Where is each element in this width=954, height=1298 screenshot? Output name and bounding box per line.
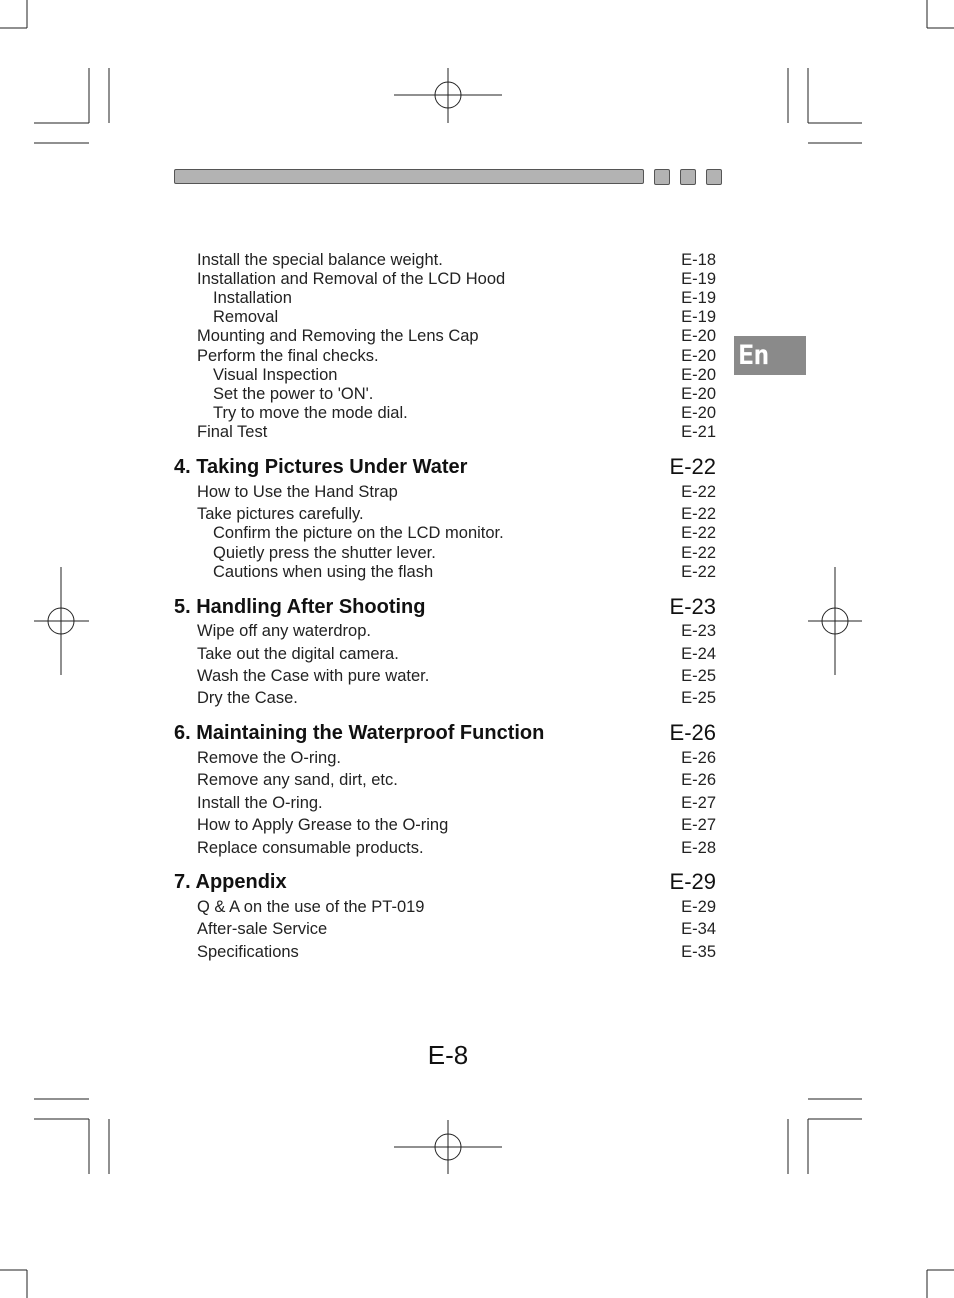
toc-entry [0,307,954,327]
toc-entry [0,326,954,346]
toc-entry-page: E-21 [681,423,716,441]
toc-entry [0,815,954,835]
toc-entry-title: Remove the O-ring. [197,749,341,767]
toc-entry-page: E-23 [681,622,716,640]
toc-entry-title: Perform the final checks. [197,347,379,365]
toc-section-heading [0,720,954,746]
toc-entry-title: Replace consumable products. [197,839,424,857]
toc-entry [0,748,954,768]
page-number: E-8 [427,1040,469,1070]
toc-entry-page: E-20 [681,327,716,345]
toc-entry-page: E-27 [681,794,716,812]
toc-entry-title: 6. Maintaining the Waterproof Function [174,722,545,744]
toc-entry [0,644,954,664]
toc-entry-title: Take pictures carefully. [197,505,364,523]
toc-entry [0,919,954,939]
toc-entry-title: 7. Appendix [174,871,287,893]
toc-entry [0,269,954,289]
toc-entry-page: E-22 [669,454,716,479]
toc-entry-title: Visual Inspection [213,366,338,384]
toc-entry-page: E-22 [681,483,716,501]
toc-entry [0,403,954,423]
header-square [680,169,696,185]
header-bar [174,169,644,184]
toc-section-heading [0,594,954,620]
toc-entry [0,666,954,686]
toc-entry-page: E-24 [681,645,716,663]
toc-entry [0,384,954,404]
toc-entry [0,897,954,917]
toc-entry-title: Wash the Case with pure water. [197,667,430,685]
toc-entry-title: Removal [213,308,279,326]
toc-entry-title: How to Use the Hand Strap [197,483,398,501]
toc-entry-title: After-sale Service [197,920,328,938]
toc-entry-title: Wipe off any waterdrop. [197,622,371,640]
toc-entry-title: Set the power to 'ON'. [213,385,374,403]
toc-entry-title: Take out the digital camera. [197,645,399,663]
toc-entry-title: 4. Taking Pictures Under Water [174,456,468,478]
toc-entry-title: Install the O-ring. [197,794,323,812]
toc-entry-page: E-22 [681,505,716,523]
toc-entry-page: E-22 [681,544,716,562]
toc-entry-title: Specifications [197,943,299,961]
toc-entry [0,365,954,385]
header-square [654,169,670,185]
toc-section-heading [0,454,954,480]
toc-entry [0,346,954,366]
toc-entry [0,793,954,813]
toc-entry [0,688,954,708]
toc-entry-title: Cautions when using the flash [213,563,434,581]
toc-entry-title: Remove any sand, dirt, etc. [197,771,398,789]
toc-entry-page: E-25 [681,689,716,707]
toc-entry-title: Install the special balance weight. [197,251,443,269]
toc-entry-title: Quietly press the shutter lever. [213,544,436,562]
toc-entry [0,770,954,790]
toc-entry-page: E-29 [681,898,716,916]
toc-entry-page: E-19 [681,270,716,288]
toc-section-heading [0,869,954,895]
toc-entry-page: E-22 [681,563,716,581]
toc-entry [0,504,954,524]
toc-entry [0,942,954,962]
toc-entry [0,422,954,442]
toc-entry-page: E-35 [681,943,716,961]
toc-entry [0,543,954,563]
toc-entry-page: E-20 [681,404,716,422]
toc-entry [0,482,954,502]
toc-entry-page: E-34 [681,920,716,938]
toc-entry-title: Dry the Case. [197,689,298,707]
toc-entry-page: E-26 [681,771,716,789]
toc-entry-title: Q & A on the use of the PT-019 [197,898,425,916]
toc-entry [0,621,954,641]
header-square [706,169,722,185]
toc-entry-title: 5. Handling After Shooting [174,596,426,618]
toc-entry-page: E-19 [681,289,716,307]
toc-entry-page: E-26 [681,749,716,767]
toc-entry-page: E-23 [669,594,716,619]
toc-entry-title: Final Test [197,423,268,441]
toc-entry-title: Try to move the mode dial. [213,404,408,422]
language-tab: En [734,336,806,375]
toc-entry-title: Installation and Removal of the LCD Hood [197,270,506,288]
toc-entry-page: E-26 [669,720,716,745]
toc-entry-page: E-29 [669,869,716,894]
toc-entry-title: Confirm the picture on the LCD monitor. [213,524,504,542]
toc-entry-page: E-18 [681,251,716,269]
toc-entry [0,838,954,858]
toc-entry-page: E-22 [681,524,716,542]
toc-entry [0,523,954,543]
toc-entry-page: E-27 [681,816,716,834]
toc-entry [0,562,954,582]
toc-entry-page: E-20 [681,385,716,403]
toc-entry-title: How to Apply Grease to the O-ring [197,816,449,834]
toc-entry-page: E-20 [681,347,716,365]
toc-entry-title: Installation [213,289,292,307]
toc-entry-page: E-25 [681,667,716,685]
toc-entry-title: Mounting and Removing the Lens Cap [197,327,479,345]
toc-entry-page: E-28 [681,839,716,857]
toc-entry-page: E-19 [681,308,716,326]
toc-entry [0,250,954,270]
toc-entry-page: E-20 [681,366,716,384]
toc-entry [0,288,954,308]
